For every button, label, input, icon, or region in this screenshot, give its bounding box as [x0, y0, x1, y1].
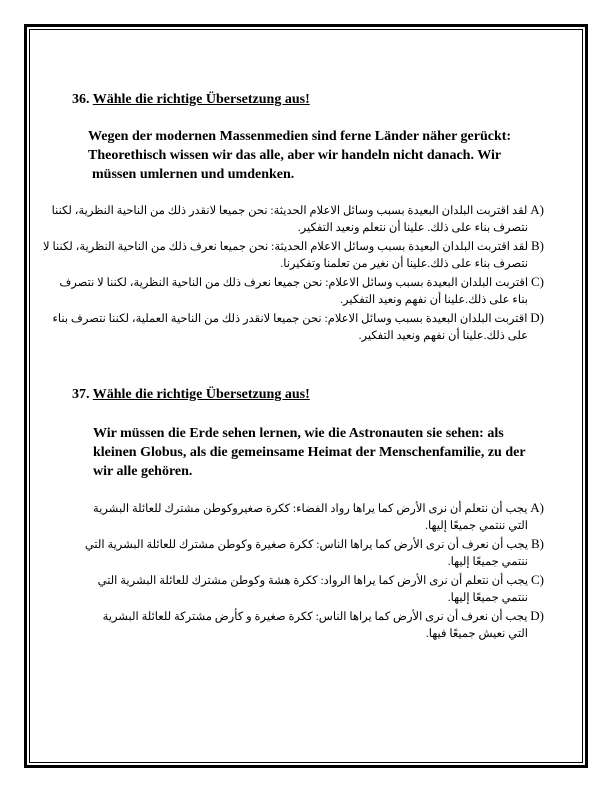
question-36-option-c[interactable] — [43, 273, 544, 309]
question-37-line-3: wir alle gehören. — [93, 464, 193, 479]
question-37-option-b[interactable] — [85, 535, 544, 571]
option-letter: B) — [531, 536, 544, 551]
option-letter: C) — [531, 572, 544, 587]
option-text-line-1: اقتربت البلدان البعيدة بسبب وسائل الاعلام: نحن جميعا نعرف ذلك من الناحية النظرية، لكننا لا نتصرف — [59, 277, 529, 289]
question-36-option-d[interactable] — [43, 309, 544, 345]
option-letter: C) — [531, 274, 544, 289]
option-letter: D) — [530, 310, 544, 325]
option-text-line-2: نتصرف بناء على ذلك.علينا أن نغير من تعلمنا وتفكيرنا. — [280, 258, 528, 270]
question-37-text — [93, 424, 526, 481]
question-37-line-2: kleinen Globus, als die gemeinsame Heimat der Menschenfamilie, zu der — [93, 445, 526, 460]
option-text-line-1: اقتربت البلدان البعيدة بسبب وسائل الاعلام: نحن جميعا لانقدر ذلك من الناحية العملية، لكننا نتصرف بناء — [52, 313, 528, 325]
question-36-options — [43, 201, 544, 345]
question-37-line-1: Wir müssen die Erde sehen lernen, wie die Astronauten sie sehen: als — [93, 426, 504, 441]
option-text-line-1: يجب أن نتعلم أن نرى الأرض كما يراها الرواد: ككرة هشة وكوطن مشترك للعائلة البشرية التي — [97, 575, 529, 587]
option-text-line-2: التي ننتمي جميعًا إليها. — [425, 520, 528, 532]
question-37-option-d[interactable] — [85, 607, 544, 643]
option-text-line-2: ننتمي جميعًا إليها. — [447, 556, 528, 568]
question-36-number: 36. — [72, 92, 90, 107]
question-36-text — [88, 127, 511, 184]
question-36-option-b[interactable] — [43, 237, 544, 273]
option-text-line-2: التي نعيش جميعًا فيها. — [425, 628, 528, 640]
question-37-option-a[interactable] — [85, 499, 544, 535]
question-37-option-c[interactable] — [85, 571, 544, 607]
option-text-line-2: بناء على ذلك.علينا أن نفهم ونعيد التفكير. — [340, 294, 528, 306]
question-36-line-2: Theorethisch wissen wir das alle, aber wir handeln nicht danach. Wir — [88, 148, 502, 163]
option-text-line-1: لقد اقتربت البلدان البعيدة بسبب وسائل الاعلام الحديثة: نحن جميعا لانقدر ذلك من الناحية النظرية، لكننا — [51, 205, 528, 217]
option-letter: A) — [530, 500, 544, 515]
option-text-line-1: يجب أن نعرف أن نرى الأرض كما يراها الناس: ككرة صغيرة و كأرض مشتركة للعائلة البشرية — [102, 611, 528, 623]
question-37-options — [85, 499, 544, 643]
option-letter: A) — [530, 202, 544, 217]
option-letter: B) — [531, 238, 544, 253]
question-37-title: Wähle die richtige Übersetzung aus! — [92, 387, 310, 402]
option-text-line-2: ننتمي جميعًا إليها. — [447, 592, 528, 604]
question-36-line-1: Wegen der modernen Massenmedien sind ferne Länder näher gerückt: — [88, 129, 512, 144]
question-36-line-3: müssen umlernen und umdenken. — [92, 167, 295, 182]
option-text-line-2: نتصرف بناء على ذلك. علينا أن نتعلم ونعيد التفكير. — [297, 222, 528, 234]
option-text-line-1: يجب أن نتعلم أن نرى الأرض كما يراها رواد الفضاء: ككرة صغيروكوطن مشترك للعائلة البشرية — [92, 503, 528, 515]
question-36-heading — [72, 92, 310, 108]
option-text-line-1: يجب أن نعرف أن نرى الأرض كما يراها الناس: ككرة صغيرة وكوطن مشترك للعائلة البشرية التي — [84, 539, 529, 551]
question-37-heading — [72, 387, 310, 403]
option-text-line-2: على ذلك.علينا أن نفهم ونعيد التفكير. — [358, 330, 528, 342]
question-36-title: Wähle die richtige Übersetzung aus! — [92, 92, 310, 107]
option-text-line-1: لقد اقتربت البلدان البعيدة بسبب وسائل الاعلام الحديثة: نحن جميعا نعرف ذلك من الناحية النظرية، لكننا لا — [43, 241, 529, 253]
question-36-option-a[interactable] — [43, 201, 544, 237]
option-letter: D) — [530, 608, 544, 623]
question-37-number: 37. — [72, 387, 90, 402]
